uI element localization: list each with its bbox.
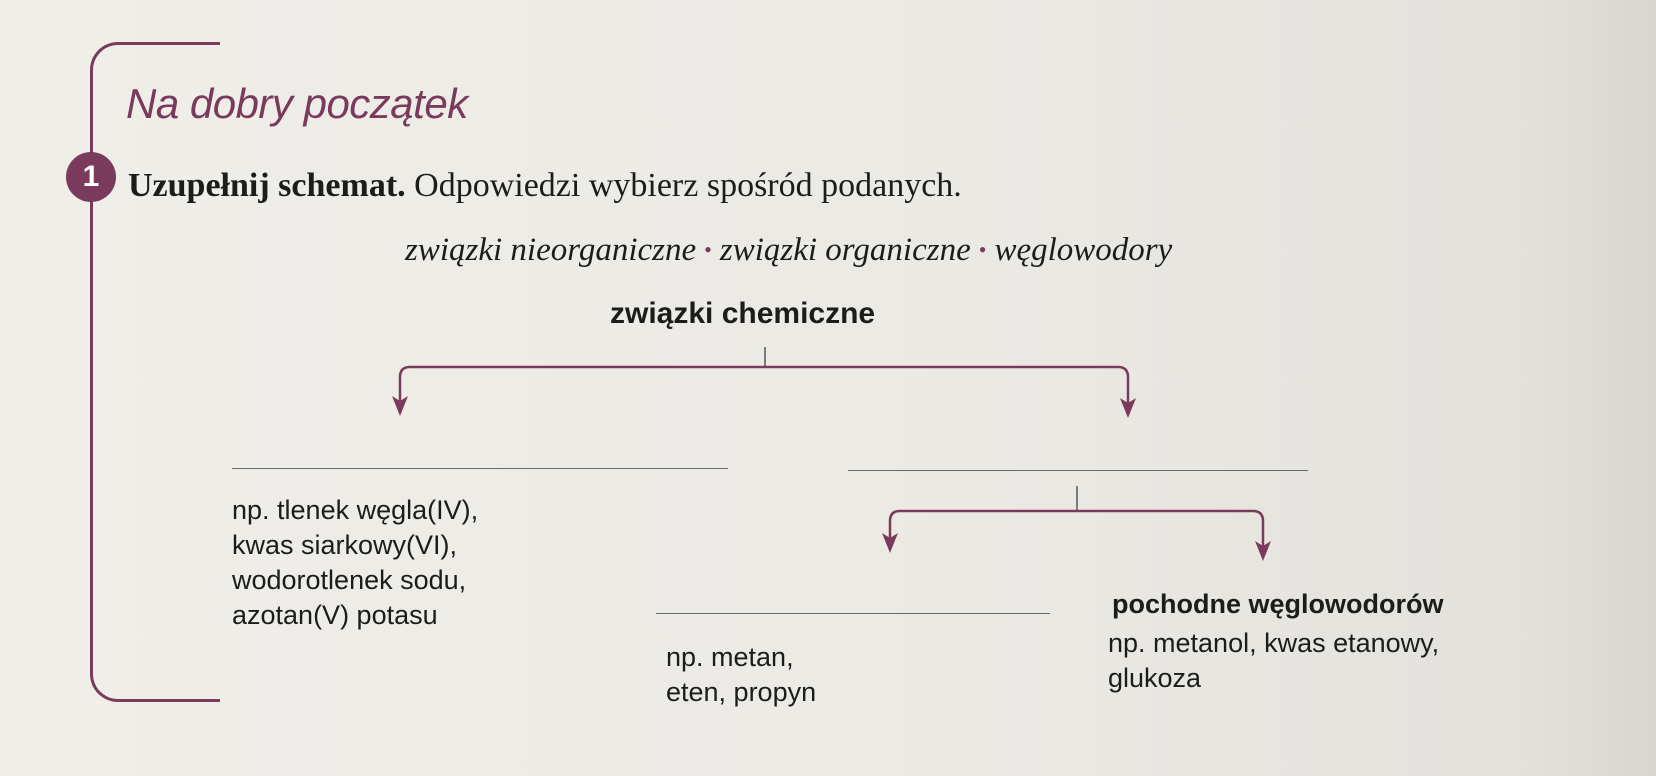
example-line: wodorotlenek sodu, bbox=[232, 565, 467, 595]
answer-blank-left[interactable] bbox=[232, 468, 728, 469]
option-inorganic: związki nieorganiczne bbox=[405, 232, 697, 268]
diagram-root-label: związki chemiczne bbox=[610, 297, 876, 330]
bullet-separator: • bbox=[978, 237, 987, 262]
examples-left bbox=[232, 493, 478, 633]
answer-blank-right[interactable] bbox=[848, 470, 1308, 471]
organic-branch-connector bbox=[890, 486, 1263, 553]
example-line: np. tlenek węgla(IV), bbox=[232, 495, 479, 525]
example-line: np. metan, bbox=[666, 642, 794, 672]
examples-right bbox=[1108, 626, 1439, 696]
example-line: azotan(V) potasu bbox=[232, 600, 438, 630]
option-hydrocarbons: węglowodory bbox=[994, 232, 1173, 268]
root-branch-connector bbox=[400, 347, 1128, 412]
section-title: Na dobry początek bbox=[126, 80, 468, 127]
example-line: glukoza bbox=[1108, 663, 1202, 693]
task-number-badge: 1 bbox=[66, 152, 116, 202]
bullet-separator: • bbox=[704, 237, 712, 262]
example-line: np. metanol, kwas etanowy, bbox=[1108, 628, 1440, 658]
task-instruction-bold: Uzupełnij schemat. bbox=[128, 167, 406, 204]
task-instruction-rest: Odpowiedzi wybierz spośród podanych. bbox=[405, 167, 962, 204]
example-line: kwas siarkowy(VI), bbox=[232, 530, 458, 560]
examples-middle bbox=[666, 640, 816, 710]
example-line: eten, propyn bbox=[666, 677, 817, 707]
option-organic: związki organiczne bbox=[719, 232, 971, 268]
derivatives-label: pochodne węglowodorów bbox=[1112, 589, 1444, 619]
answer-blank-middle[interactable] bbox=[656, 613, 1050, 614]
